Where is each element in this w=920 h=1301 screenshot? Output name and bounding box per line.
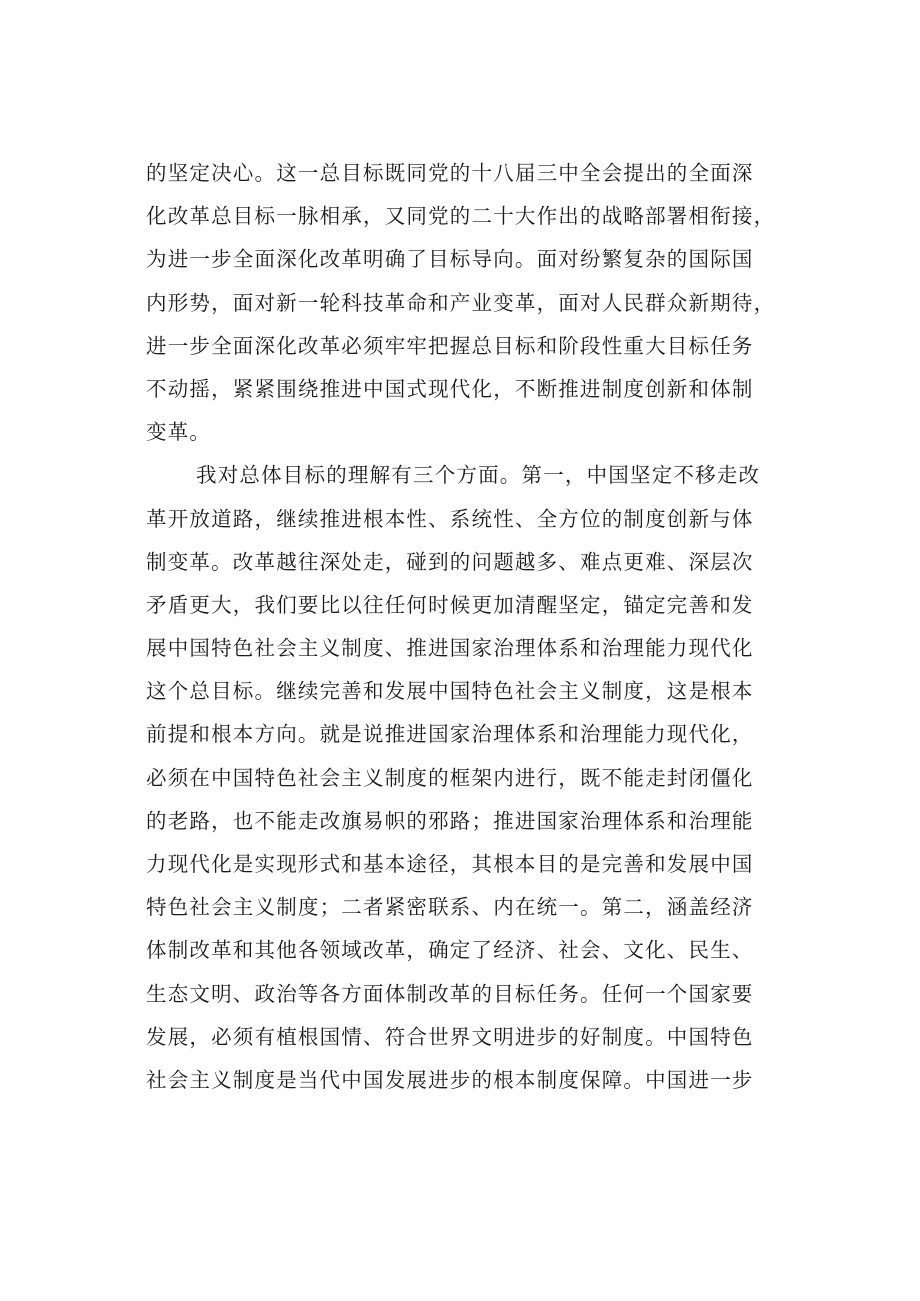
text-line: 社会主义制度是当代中国发展进步的根本制度保障。中国进一步 (146, 1067, 754, 1092)
text-line: 我对总体目标的理解有三个方面。第一，中国坚定不移走改 (196, 463, 761, 488)
text-line: 的老路，也不能走改旗易帜的邪路；推进国家治理体系和治理能 (146, 808, 754, 833)
text-line: 这个总目标。继续完善和发展中国特色社会主义制度，这是根本 (146, 679, 754, 704)
text-line: 前提和根本方向。就是说推进国家治理体系和治理能力现代化， (146, 722, 754, 747)
text-line: 革开放道路，继续推进根本性、系统性、全方位的制度创新与体 (146, 506, 754, 531)
text-line: 变革。 (146, 420, 212, 445)
text-line: 特色社会主义制度；二者紧密联系、内在统一。第二，涵盖经济 (146, 895, 754, 920)
text-line: 生态文明、政治等各方面体制改革的目标任务。任何一个国家要 (146, 981, 754, 1006)
text-line: 展中国特色社会主义制度、推进国家治理体系和治理能力现代化 (146, 636, 754, 661)
text-line: 化改革总目标一脉相承，又同党的二十大作出的战略部署相衔接， (146, 204, 776, 229)
text-line: 力现代化是实现形式和基本途径，其根本目的是完善和发展中国 (146, 852, 754, 876)
text-line: 不动摇，紧紧围绕推进中国式现代化，不断推进制度创新和体制 (146, 376, 754, 401)
text-line: 的坚定决心。这一总目标既同党的十八届三中全会提出的全面深 (146, 161, 754, 185)
text-line: 发展，必须有植根国情、符合世界文明进步的好制度。中国特色 (146, 1024, 754, 1049)
body-text (146, 152, 796, 1102)
text-line: 内形势，面对新一轮科技革命和产业变革，面对人民群众新期待， (146, 290, 776, 315)
text-line: 必须在中国特色社会主义制度的框架内进行，既不能走封闭僵化 (146, 765, 754, 790)
text-line: 矛盾更大，我们要比以往任何时候更加清醒坚定，锚定完善和发 (146, 592, 754, 617)
text-line: 制变革。改革越往深处走，碰到的问题越多、难点更难、深层次 (146, 549, 754, 574)
text-line: 体制改革和其他各领域改革，确定了经济、社会、文化、民生、 (146, 938, 754, 963)
text-line: 进一步全面深化改革必须牢牢把握总目标和阶段性重大目标任务 (146, 333, 754, 358)
text-line: 为进一步全面深化改革明确了目标导向。面对纷繁复杂的国际国 (146, 247, 754, 272)
paragraph-1 (146, 152, 796, 454)
paragraph-2 (146, 454, 796, 1102)
